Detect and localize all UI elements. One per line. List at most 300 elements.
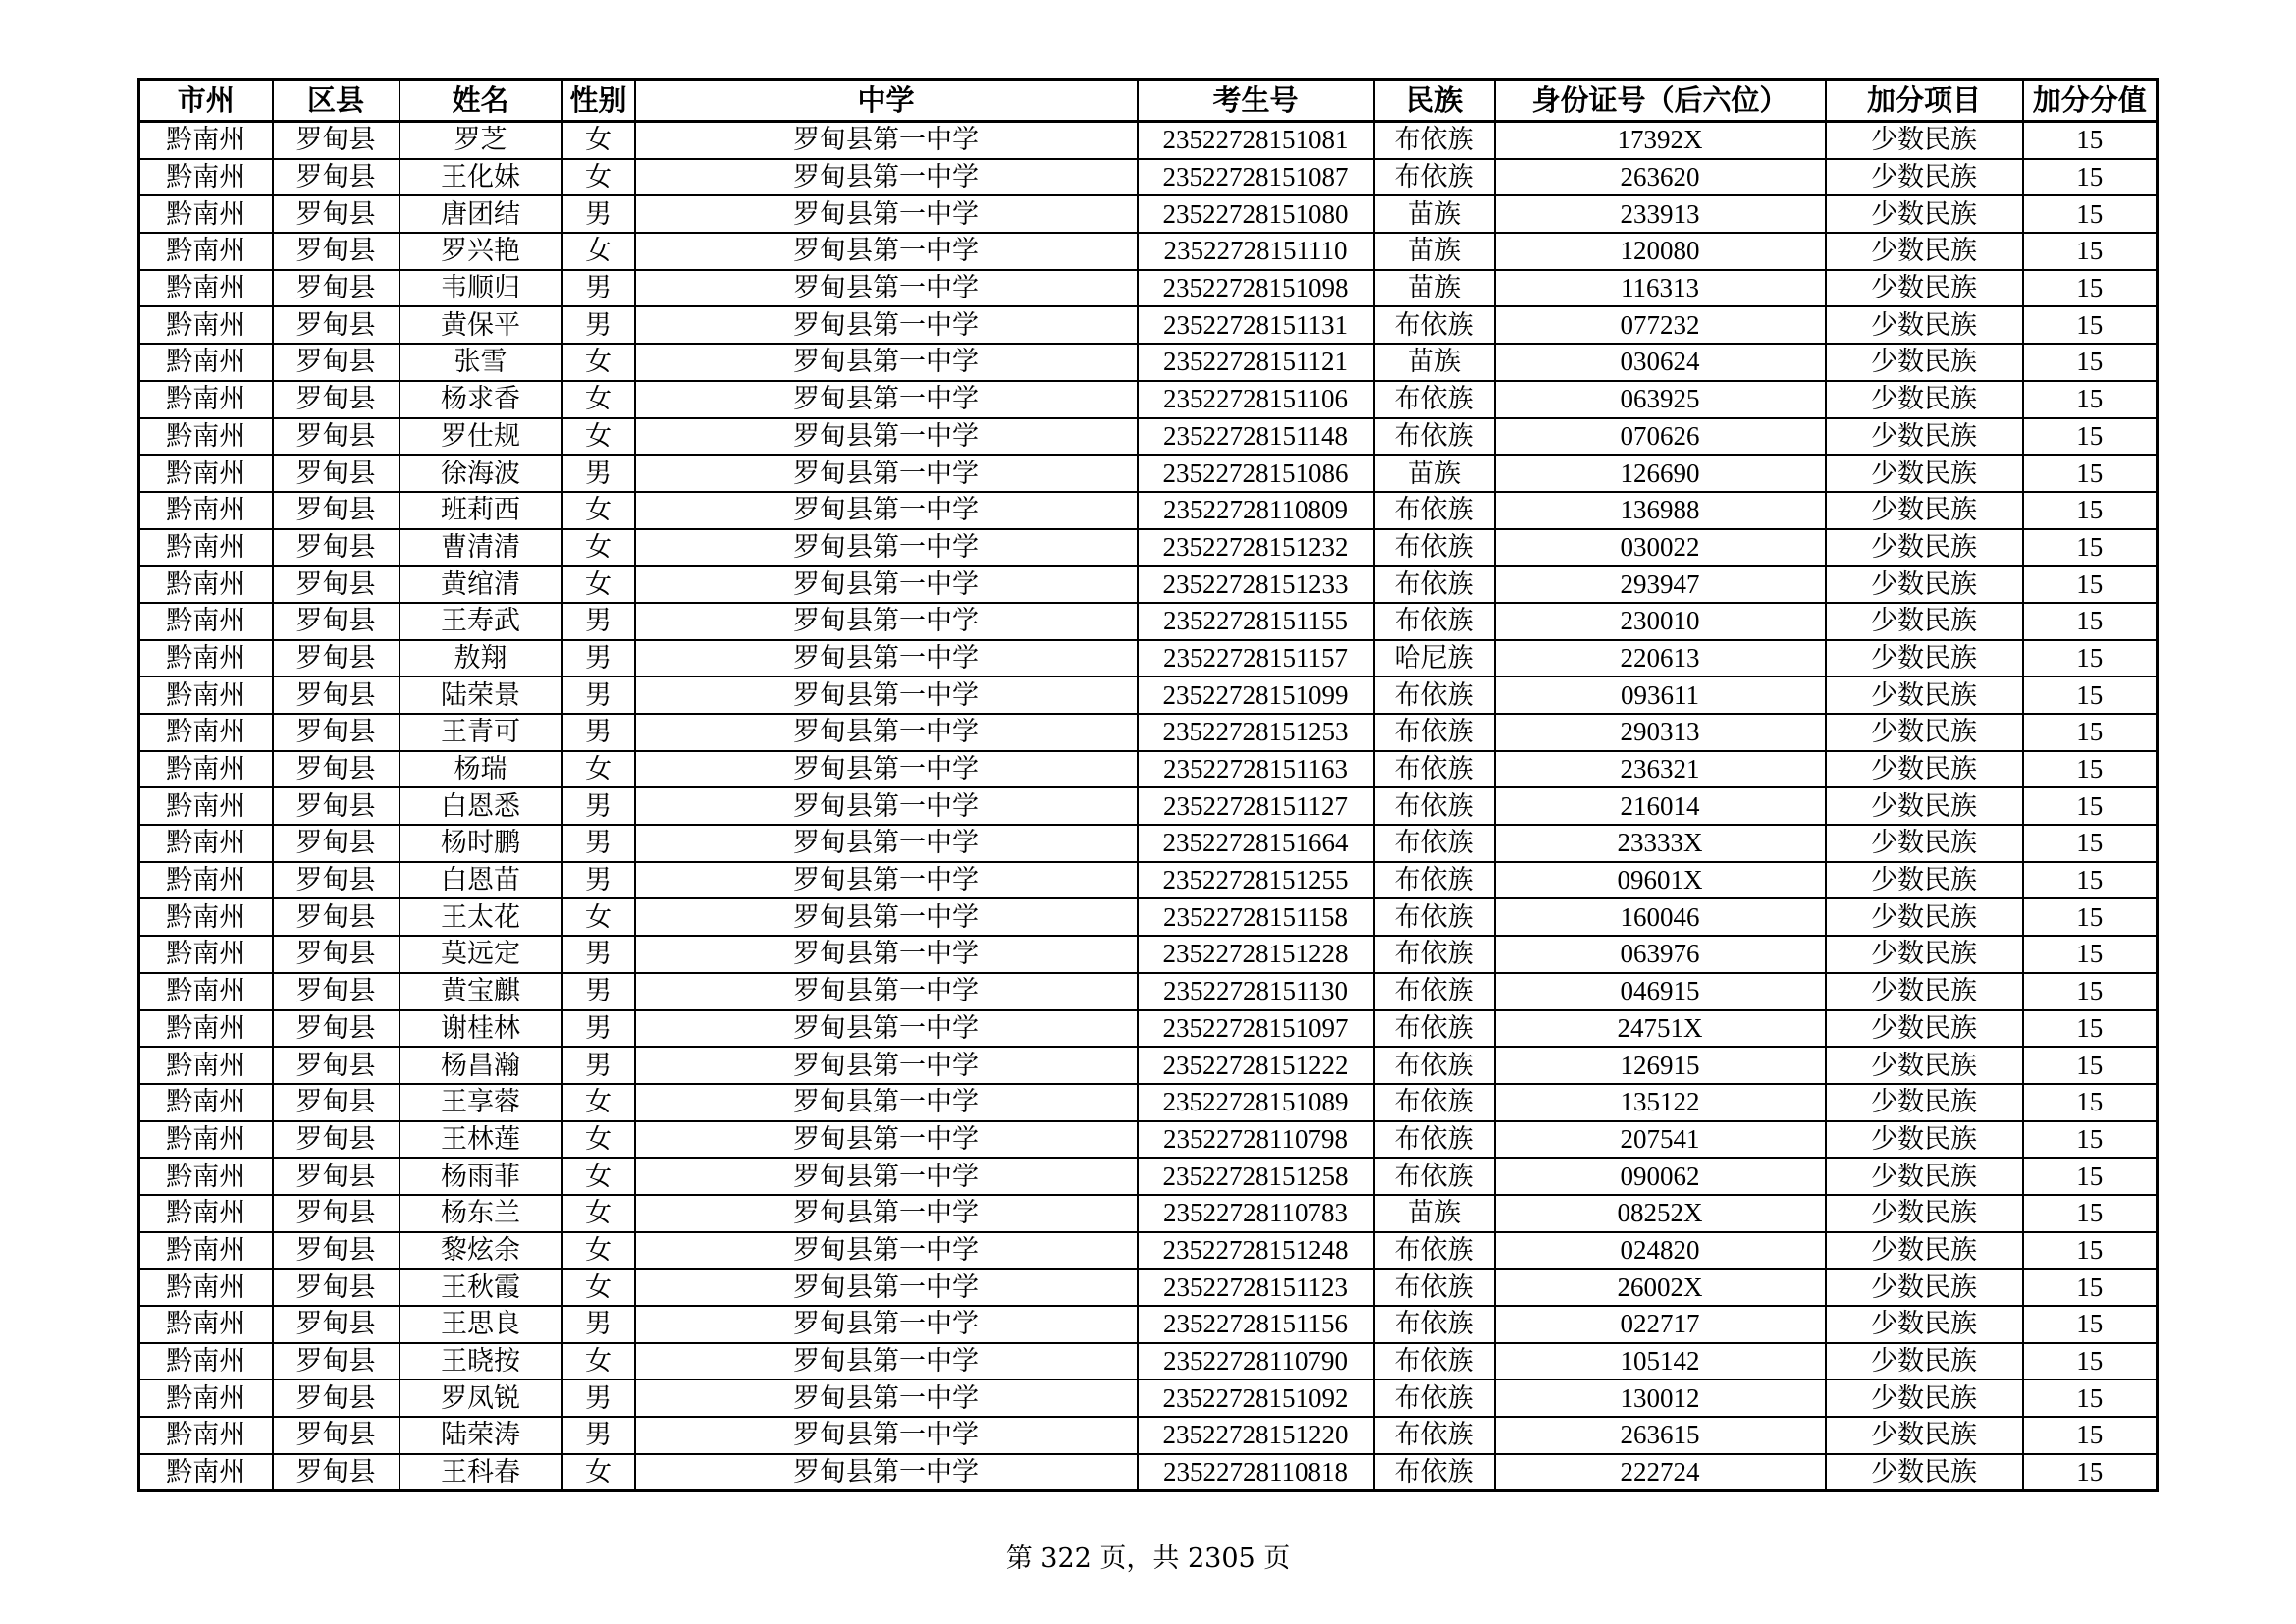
id-last-six-cell: 263620 xyxy=(1495,159,1826,196)
ethnicity-cell: 布依族 xyxy=(1374,1269,1495,1306)
city-cell: 黔南州 xyxy=(139,195,273,233)
school-cell: 罗甸县第一中学 xyxy=(635,677,1138,714)
name-cell: 张雪 xyxy=(400,344,562,381)
exam-number-cell: 23522728151158 xyxy=(1138,898,1374,936)
exam-number-cell: 23522728110809 xyxy=(1138,492,1374,529)
table-row xyxy=(139,936,2158,973)
bonus-points-cell: 15 xyxy=(2023,787,2158,825)
gender-cell: 男 xyxy=(562,455,635,492)
bonus-points-cell: 15 xyxy=(2023,122,2158,159)
bonus-item-cell: 少数民族 xyxy=(1826,418,2023,456)
id-last-six-cell: 130012 xyxy=(1495,1380,1826,1417)
gender-cell: 男 xyxy=(562,862,635,899)
city-cell: 黔南州 xyxy=(139,677,273,714)
id-last-six-cell: 220613 xyxy=(1495,640,1826,677)
table-row xyxy=(139,1306,2158,1343)
school-cell: 罗甸县第一中学 xyxy=(635,936,1138,973)
name-cell: 罗兴艳 xyxy=(400,233,562,270)
table-row xyxy=(139,344,2158,381)
gender-cell: 男 xyxy=(562,306,635,344)
id-last-six-cell: 063976 xyxy=(1495,936,1826,973)
bonus-points-cell: 15 xyxy=(2023,1121,2158,1159)
county-cell: 罗甸县 xyxy=(273,1010,400,1048)
county-cell: 罗甸县 xyxy=(273,1232,400,1270)
city-cell: 黔南州 xyxy=(139,714,273,751)
exam-number-cell: 23522728151222 xyxy=(1138,1047,1374,1084)
bonus-item-cell: 少数民族 xyxy=(1826,640,2023,677)
gender-cell: 男 xyxy=(562,677,635,714)
city-cell: 黔南州 xyxy=(139,640,273,677)
ethnicity-cell: 布依族 xyxy=(1374,1158,1495,1195)
table-row xyxy=(139,1417,2158,1454)
exam-number-cell: 23522728151092 xyxy=(1138,1380,1374,1417)
school-cell: 罗甸县第一中学 xyxy=(635,159,1138,196)
id-last-six-cell: 063925 xyxy=(1495,381,1826,418)
exam-number-cell: 23522728151130 xyxy=(1138,973,1374,1010)
id-last-six-cell: 263615 xyxy=(1495,1417,1826,1454)
gender-cell: 女 xyxy=(562,159,635,196)
bonus-points-cell: 15 xyxy=(2023,751,2158,788)
bonus-points-cell: 15 xyxy=(2023,1269,2158,1306)
bonus-item-cell: 少数民族 xyxy=(1826,159,2023,196)
name-cell: 王享蓉 xyxy=(400,1084,562,1121)
id-last-six-cell: 090062 xyxy=(1495,1158,1826,1195)
ethnicity-cell: 布依族 xyxy=(1374,566,1495,603)
bonus-item-cell: 少数民族 xyxy=(1826,529,2023,567)
name-cell: 王青可 xyxy=(400,714,562,751)
city-cell: 黔南州 xyxy=(139,973,273,1010)
bonus-points-cell: 15 xyxy=(2023,195,2158,233)
school-cell: 罗甸县第一中学 xyxy=(635,122,1138,159)
exam-number-cell: 23522728151087 xyxy=(1138,159,1374,196)
gender-cell: 女 xyxy=(562,898,635,936)
county-cell: 罗甸县 xyxy=(273,973,400,1010)
ethnicity-cell: 布依族 xyxy=(1374,973,1495,1010)
id-last-six-cell: 09601X xyxy=(1495,862,1826,899)
county-cell: 罗甸县 xyxy=(273,862,400,899)
city-cell: 黔南州 xyxy=(139,1306,273,1343)
exam-number-cell: 23522728151228 xyxy=(1138,936,1374,973)
column-header-exam-number: 考生号 xyxy=(1138,80,1374,122)
county-cell: 罗甸县 xyxy=(273,455,400,492)
bonus-item-cell: 少数民族 xyxy=(1826,1343,2023,1380)
county-cell: 罗甸县 xyxy=(273,1047,400,1084)
exam-number-cell: 23522728151664 xyxy=(1138,825,1374,862)
exam-number-cell: 23522728151081 xyxy=(1138,122,1374,159)
county-cell: 罗甸县 xyxy=(273,529,400,567)
table-row xyxy=(139,677,2158,714)
name-cell: 白恩悉 xyxy=(400,787,562,825)
gender-cell: 男 xyxy=(562,1010,635,1048)
name-cell: 曹清清 xyxy=(400,529,562,567)
exam-number-cell: 23522728151253 xyxy=(1138,714,1374,751)
name-cell: 谢桂林 xyxy=(400,1010,562,1048)
bonus-points-cell: 15 xyxy=(2023,1010,2158,1048)
exam-number-cell: 23522728151110 xyxy=(1138,233,1374,270)
school-cell: 罗甸县第一中学 xyxy=(635,787,1138,825)
ethnicity-cell: 布依族 xyxy=(1374,1380,1495,1417)
exam-number-cell: 23522728151123 xyxy=(1138,1269,1374,1306)
table-row xyxy=(139,1343,2158,1380)
column-header-id-last-six: 身份证号（后六位） xyxy=(1495,80,1826,122)
ethnicity-cell: 布依族 xyxy=(1374,159,1495,196)
table-row xyxy=(139,787,2158,825)
bonus-item-cell: 少数民族 xyxy=(1826,306,2023,344)
gender-cell: 女 xyxy=(562,1121,635,1159)
ethnicity-cell: 布依族 xyxy=(1374,1417,1495,1454)
city-cell: 黔南州 xyxy=(139,1232,273,1270)
bonus-item-cell: 少数民族 xyxy=(1826,898,2023,936)
exam-number-cell: 23522728151097 xyxy=(1138,1010,1374,1048)
name-cell: 王化妹 xyxy=(400,159,562,196)
county-cell: 罗甸县 xyxy=(273,1158,400,1195)
name-cell: 杨雨菲 xyxy=(400,1158,562,1195)
bonus-points-cell: 15 xyxy=(2023,566,2158,603)
school-cell: 罗甸县第一中学 xyxy=(635,825,1138,862)
gender-cell: 女 xyxy=(562,418,635,456)
id-last-six-cell: 24751X xyxy=(1495,1010,1826,1048)
school-cell: 罗甸县第一中学 xyxy=(635,862,1138,899)
exam-number-cell: 23522728151248 xyxy=(1138,1232,1374,1270)
city-cell: 黔南州 xyxy=(139,751,273,788)
gender-cell: 男 xyxy=(562,1380,635,1417)
name-cell: 黄宝麒 xyxy=(400,973,562,1010)
column-header-school: 中学 xyxy=(635,80,1138,122)
id-last-six-cell: 136988 xyxy=(1495,492,1826,529)
name-cell: 王科春 xyxy=(400,1454,562,1491)
gender-cell: 男 xyxy=(562,714,635,751)
name-cell: 罗仕规 xyxy=(400,418,562,456)
id-last-six-cell: 030022 xyxy=(1495,529,1826,567)
bonus-points-cell: 15 xyxy=(2023,159,2158,196)
table-body xyxy=(139,122,2158,1491)
county-cell: 罗甸县 xyxy=(273,603,400,640)
id-last-six-cell: 126915 xyxy=(1495,1047,1826,1084)
gender-cell: 女 xyxy=(562,1343,635,1380)
exam-number-cell: 23522728151220 xyxy=(1138,1417,1374,1454)
table-row xyxy=(139,566,2158,603)
column-header-county: 区县 xyxy=(273,80,400,122)
id-last-six-cell: 230010 xyxy=(1495,603,1826,640)
bonus-item-cell: 少数民族 xyxy=(1826,1380,2023,1417)
bonus-points-cell: 15 xyxy=(2023,233,2158,270)
id-last-six-cell: 293947 xyxy=(1495,566,1826,603)
bonus-item-cell: 少数民族 xyxy=(1826,1232,2023,1270)
bonus-item-cell: 少数民族 xyxy=(1826,1121,2023,1159)
school-cell: 罗甸县第一中学 xyxy=(635,1010,1138,1048)
ethnicity-cell: 布依族 xyxy=(1374,1232,1495,1270)
table-row xyxy=(139,455,2158,492)
exam-number-cell: 23522728151127 xyxy=(1138,787,1374,825)
name-cell: 黄绾清 xyxy=(400,566,562,603)
bonus-item-cell: 少数民族 xyxy=(1826,787,2023,825)
page-number: 第 322 页，共 2305 页 xyxy=(1005,1543,1291,1574)
gender-cell: 女 xyxy=(562,1195,635,1232)
gender-cell: 女 xyxy=(562,751,635,788)
id-last-six-cell: 030624 xyxy=(1495,344,1826,381)
city-cell: 黔南州 xyxy=(139,787,273,825)
city-cell: 黔南州 xyxy=(139,159,273,196)
city-cell: 黔南州 xyxy=(139,862,273,899)
county-cell: 罗甸县 xyxy=(273,1121,400,1159)
exam-number-cell: 23522728151106 xyxy=(1138,381,1374,418)
exam-number-cell: 23522728151156 xyxy=(1138,1306,1374,1343)
gender-cell: 女 xyxy=(562,122,635,159)
bonus-item-cell: 少数民族 xyxy=(1826,122,2023,159)
table-row xyxy=(139,1232,2158,1270)
bonus-points-cell: 15 xyxy=(2023,306,2158,344)
gender-cell: 女 xyxy=(562,1158,635,1195)
ethnicity-cell: 苗族 xyxy=(1374,270,1495,307)
county-cell: 罗甸县 xyxy=(273,1343,400,1380)
exam-number-cell: 23522728151089 xyxy=(1138,1084,1374,1121)
bonus-points-cell: 15 xyxy=(2023,825,2158,862)
county-cell: 罗甸县 xyxy=(273,344,400,381)
city-cell: 黔南州 xyxy=(139,455,273,492)
ethnicity-cell: 苗族 xyxy=(1374,344,1495,381)
county-cell: 罗甸县 xyxy=(273,898,400,936)
table-row xyxy=(139,270,2158,307)
gender-cell: 男 xyxy=(562,603,635,640)
city-cell: 黔南州 xyxy=(139,381,273,418)
bonus-item-cell: 少数民族 xyxy=(1826,1010,2023,1048)
ethnicity-cell: 布依族 xyxy=(1374,1084,1495,1121)
gender-cell: 男 xyxy=(562,1417,635,1454)
bonus-item-cell: 少数民族 xyxy=(1826,1306,2023,1343)
city-cell: 黔南州 xyxy=(139,233,273,270)
bonus-item-cell: 少数民族 xyxy=(1826,1158,2023,1195)
city-cell: 黔南州 xyxy=(139,529,273,567)
gender-cell: 女 xyxy=(562,1269,635,1306)
bonus-item-cell: 少数民族 xyxy=(1826,455,2023,492)
bonus-item-cell: 少数民族 xyxy=(1826,862,2023,899)
school-cell: 罗甸县第一中学 xyxy=(635,455,1138,492)
school-cell: 罗甸县第一中学 xyxy=(635,233,1138,270)
city-cell: 黔南州 xyxy=(139,344,273,381)
county-cell: 罗甸县 xyxy=(273,195,400,233)
id-last-six-cell: 046915 xyxy=(1495,973,1826,1010)
city-cell: 黔南州 xyxy=(139,270,273,307)
county-cell: 罗甸县 xyxy=(273,936,400,973)
gender-cell: 男 xyxy=(562,973,635,1010)
name-cell: 黎炫余 xyxy=(400,1232,562,1270)
school-cell: 罗甸县第一中学 xyxy=(635,603,1138,640)
school-cell: 罗甸县第一中学 xyxy=(635,1269,1138,1306)
school-cell: 罗甸县第一中学 xyxy=(635,1417,1138,1454)
gender-cell: 女 xyxy=(562,566,635,603)
school-cell: 罗甸县第一中学 xyxy=(635,1158,1138,1195)
table-row xyxy=(139,233,2158,270)
bonus-points-cell: 15 xyxy=(2023,973,2158,1010)
city-cell: 黔南州 xyxy=(139,936,273,973)
ethnicity-cell: 布依族 xyxy=(1374,122,1495,159)
ethnicity-cell: 布依族 xyxy=(1374,603,1495,640)
bonus-item-cell: 少数民族 xyxy=(1826,1195,2023,1232)
column-header-gender: 性别 xyxy=(562,80,635,122)
school-cell: 罗甸县第一中学 xyxy=(635,751,1138,788)
table-row xyxy=(139,862,2158,899)
name-cell: 黄保平 xyxy=(400,306,562,344)
bonus-points-cell: 15 xyxy=(2023,862,2158,899)
ethnicity-cell: 哈尼族 xyxy=(1374,640,1495,677)
county-cell: 罗甸县 xyxy=(273,566,400,603)
ethnicity-cell: 布依族 xyxy=(1374,677,1495,714)
county-cell: 罗甸县 xyxy=(273,1195,400,1232)
ethnicity-cell: 布依族 xyxy=(1374,1121,1495,1159)
id-last-six-cell: 070626 xyxy=(1495,418,1826,456)
bonus-points-cell: 15 xyxy=(2023,529,2158,567)
exam-number-cell: 23522728151258 xyxy=(1138,1158,1374,1195)
school-cell: 罗甸县第一中学 xyxy=(635,898,1138,936)
bonus-item-cell: 少数民族 xyxy=(1826,1269,2023,1306)
school-cell: 罗甸县第一中学 xyxy=(635,492,1138,529)
bonus-item-cell: 少数民族 xyxy=(1826,1417,2023,1454)
exam-number-cell: 23522728151232 xyxy=(1138,529,1374,567)
city-cell: 黔南州 xyxy=(139,898,273,936)
name-cell: 王晓按 xyxy=(400,1343,562,1380)
bonus-points-cell: 15 xyxy=(2023,898,2158,936)
bonus-points-cell: 15 xyxy=(2023,936,2158,973)
table-header-row xyxy=(139,80,2158,122)
bonus-item-cell: 少数民族 xyxy=(1826,492,2023,529)
table-row xyxy=(139,1084,2158,1121)
school-cell: 罗甸县第一中学 xyxy=(635,640,1138,677)
bonus-item-cell: 少数民族 xyxy=(1826,603,2023,640)
school-cell: 罗甸县第一中学 xyxy=(635,1121,1138,1159)
ethnicity-cell: 布依族 xyxy=(1374,714,1495,751)
name-cell: 王林莲 xyxy=(400,1121,562,1159)
table-row xyxy=(139,898,2158,936)
county-cell: 罗甸县 xyxy=(273,677,400,714)
table-row xyxy=(139,714,2158,751)
city-cell: 黔南州 xyxy=(139,1454,273,1491)
name-cell: 陆荣涛 xyxy=(400,1417,562,1454)
city-cell: 黔南州 xyxy=(139,492,273,529)
name-cell: 唐团结 xyxy=(400,195,562,233)
county-cell: 罗甸县 xyxy=(273,1269,400,1306)
county-cell: 罗甸县 xyxy=(273,787,400,825)
city-cell: 黔南州 xyxy=(139,1195,273,1232)
school-cell: 罗甸县第一中学 xyxy=(635,1047,1138,1084)
name-cell: 莫远定 xyxy=(400,936,562,973)
gender-cell: 男 xyxy=(562,640,635,677)
gender-cell: 女 xyxy=(562,344,635,381)
id-last-six-cell: 135122 xyxy=(1495,1084,1826,1121)
school-cell: 罗甸县第一中学 xyxy=(635,714,1138,751)
name-cell: 罗凤锐 xyxy=(400,1380,562,1417)
bonus-points-cell: 15 xyxy=(2023,1306,2158,1343)
roster-sheet xyxy=(137,78,2156,1492)
city-cell: 黔南州 xyxy=(139,1417,273,1454)
name-cell: 敖翔 xyxy=(400,640,562,677)
name-cell: 杨昌瀚 xyxy=(400,1047,562,1084)
column-header-bonus-points: 加分分值 xyxy=(2023,80,2158,122)
school-cell: 罗甸县第一中学 xyxy=(635,566,1138,603)
city-cell: 黔南州 xyxy=(139,1010,273,1048)
gender-cell: 女 xyxy=(562,1232,635,1270)
gender-cell: 男 xyxy=(562,1047,635,1084)
id-last-six-cell: 236321 xyxy=(1495,751,1826,788)
county-cell: 罗甸县 xyxy=(273,714,400,751)
gender-cell: 男 xyxy=(562,1306,635,1343)
school-cell: 罗甸县第一中学 xyxy=(635,1343,1138,1380)
gender-cell: 男 xyxy=(562,270,635,307)
city-cell: 黔南州 xyxy=(139,418,273,456)
name-cell: 杨求香 xyxy=(400,381,562,418)
exam-number-cell: 23522728110798 xyxy=(1138,1121,1374,1159)
exam-number-cell: 23522728151121 xyxy=(1138,344,1374,381)
name-cell: 王秋霞 xyxy=(400,1269,562,1306)
bonus-points-cell: 15 xyxy=(2023,1343,2158,1380)
table-row xyxy=(139,1269,2158,1306)
name-cell: 陆荣景 xyxy=(400,677,562,714)
gender-cell: 女 xyxy=(562,381,635,418)
ethnicity-cell: 布依族 xyxy=(1374,1454,1495,1491)
ethnicity-cell: 布依族 xyxy=(1374,751,1495,788)
gender-cell: 男 xyxy=(562,825,635,862)
city-cell: 黔南州 xyxy=(139,1121,273,1159)
bonus-points-cell: 15 xyxy=(2023,455,2158,492)
county-cell: 罗甸县 xyxy=(273,233,400,270)
bonus-item-cell: 少数民族 xyxy=(1826,973,2023,1010)
city-cell: 黔南州 xyxy=(139,1047,273,1084)
gender-cell: 女 xyxy=(562,1454,635,1491)
table-row xyxy=(139,1010,2158,1048)
bonus-item-cell: 少数民族 xyxy=(1826,714,2023,751)
bonus-points-cell: 15 xyxy=(2023,418,2158,456)
table-row xyxy=(139,529,2158,567)
county-cell: 罗甸县 xyxy=(273,825,400,862)
gender-cell: 女 xyxy=(562,492,635,529)
ethnicity-cell: 布依族 xyxy=(1374,787,1495,825)
exam-number-cell: 23522728151080 xyxy=(1138,195,1374,233)
bonus-points-cell: 15 xyxy=(2023,1047,2158,1084)
county-cell: 罗甸县 xyxy=(273,1306,400,1343)
city-cell: 黔南州 xyxy=(139,1084,273,1121)
bonus-points-cell: 15 xyxy=(2023,270,2158,307)
city-cell: 黔南州 xyxy=(139,566,273,603)
county-cell: 罗甸县 xyxy=(273,418,400,456)
name-cell: 杨时鹏 xyxy=(400,825,562,862)
ethnicity-cell: 苗族 xyxy=(1374,1195,1495,1232)
county-cell: 罗甸县 xyxy=(273,640,400,677)
ethnicity-cell: 苗族 xyxy=(1374,233,1495,270)
exam-number-cell: 23522728151255 xyxy=(1138,862,1374,899)
gender-cell: 男 xyxy=(562,936,635,973)
table-row xyxy=(139,640,2158,677)
table-row xyxy=(139,603,2158,640)
bonus-points-cell: 15 xyxy=(2023,1195,2158,1232)
ethnicity-cell: 布依族 xyxy=(1374,898,1495,936)
ethnicity-cell: 布依族 xyxy=(1374,936,1495,973)
ethnicity-cell: 布依族 xyxy=(1374,381,1495,418)
bonus-points-cell: 15 xyxy=(2023,677,2158,714)
id-last-six-cell: 116313 xyxy=(1495,270,1826,307)
bonus-points-cell: 15 xyxy=(2023,603,2158,640)
name-cell: 白恩苗 xyxy=(400,862,562,899)
school-cell: 罗甸县第一中学 xyxy=(635,1195,1138,1232)
name-cell: 杨东兰 xyxy=(400,1195,562,1232)
school-cell: 罗甸县第一中学 xyxy=(635,1454,1138,1491)
id-last-six-cell: 077232 xyxy=(1495,306,1826,344)
bonus-item-cell: 少数民族 xyxy=(1826,233,2023,270)
id-last-six-cell: 17392X xyxy=(1495,122,1826,159)
table-row xyxy=(139,1454,2158,1491)
exam-number-cell: 23522728151233 xyxy=(1138,566,1374,603)
county-cell: 罗甸县 xyxy=(273,270,400,307)
id-last-six-cell: 126690 xyxy=(1495,455,1826,492)
table-row xyxy=(139,195,2158,233)
